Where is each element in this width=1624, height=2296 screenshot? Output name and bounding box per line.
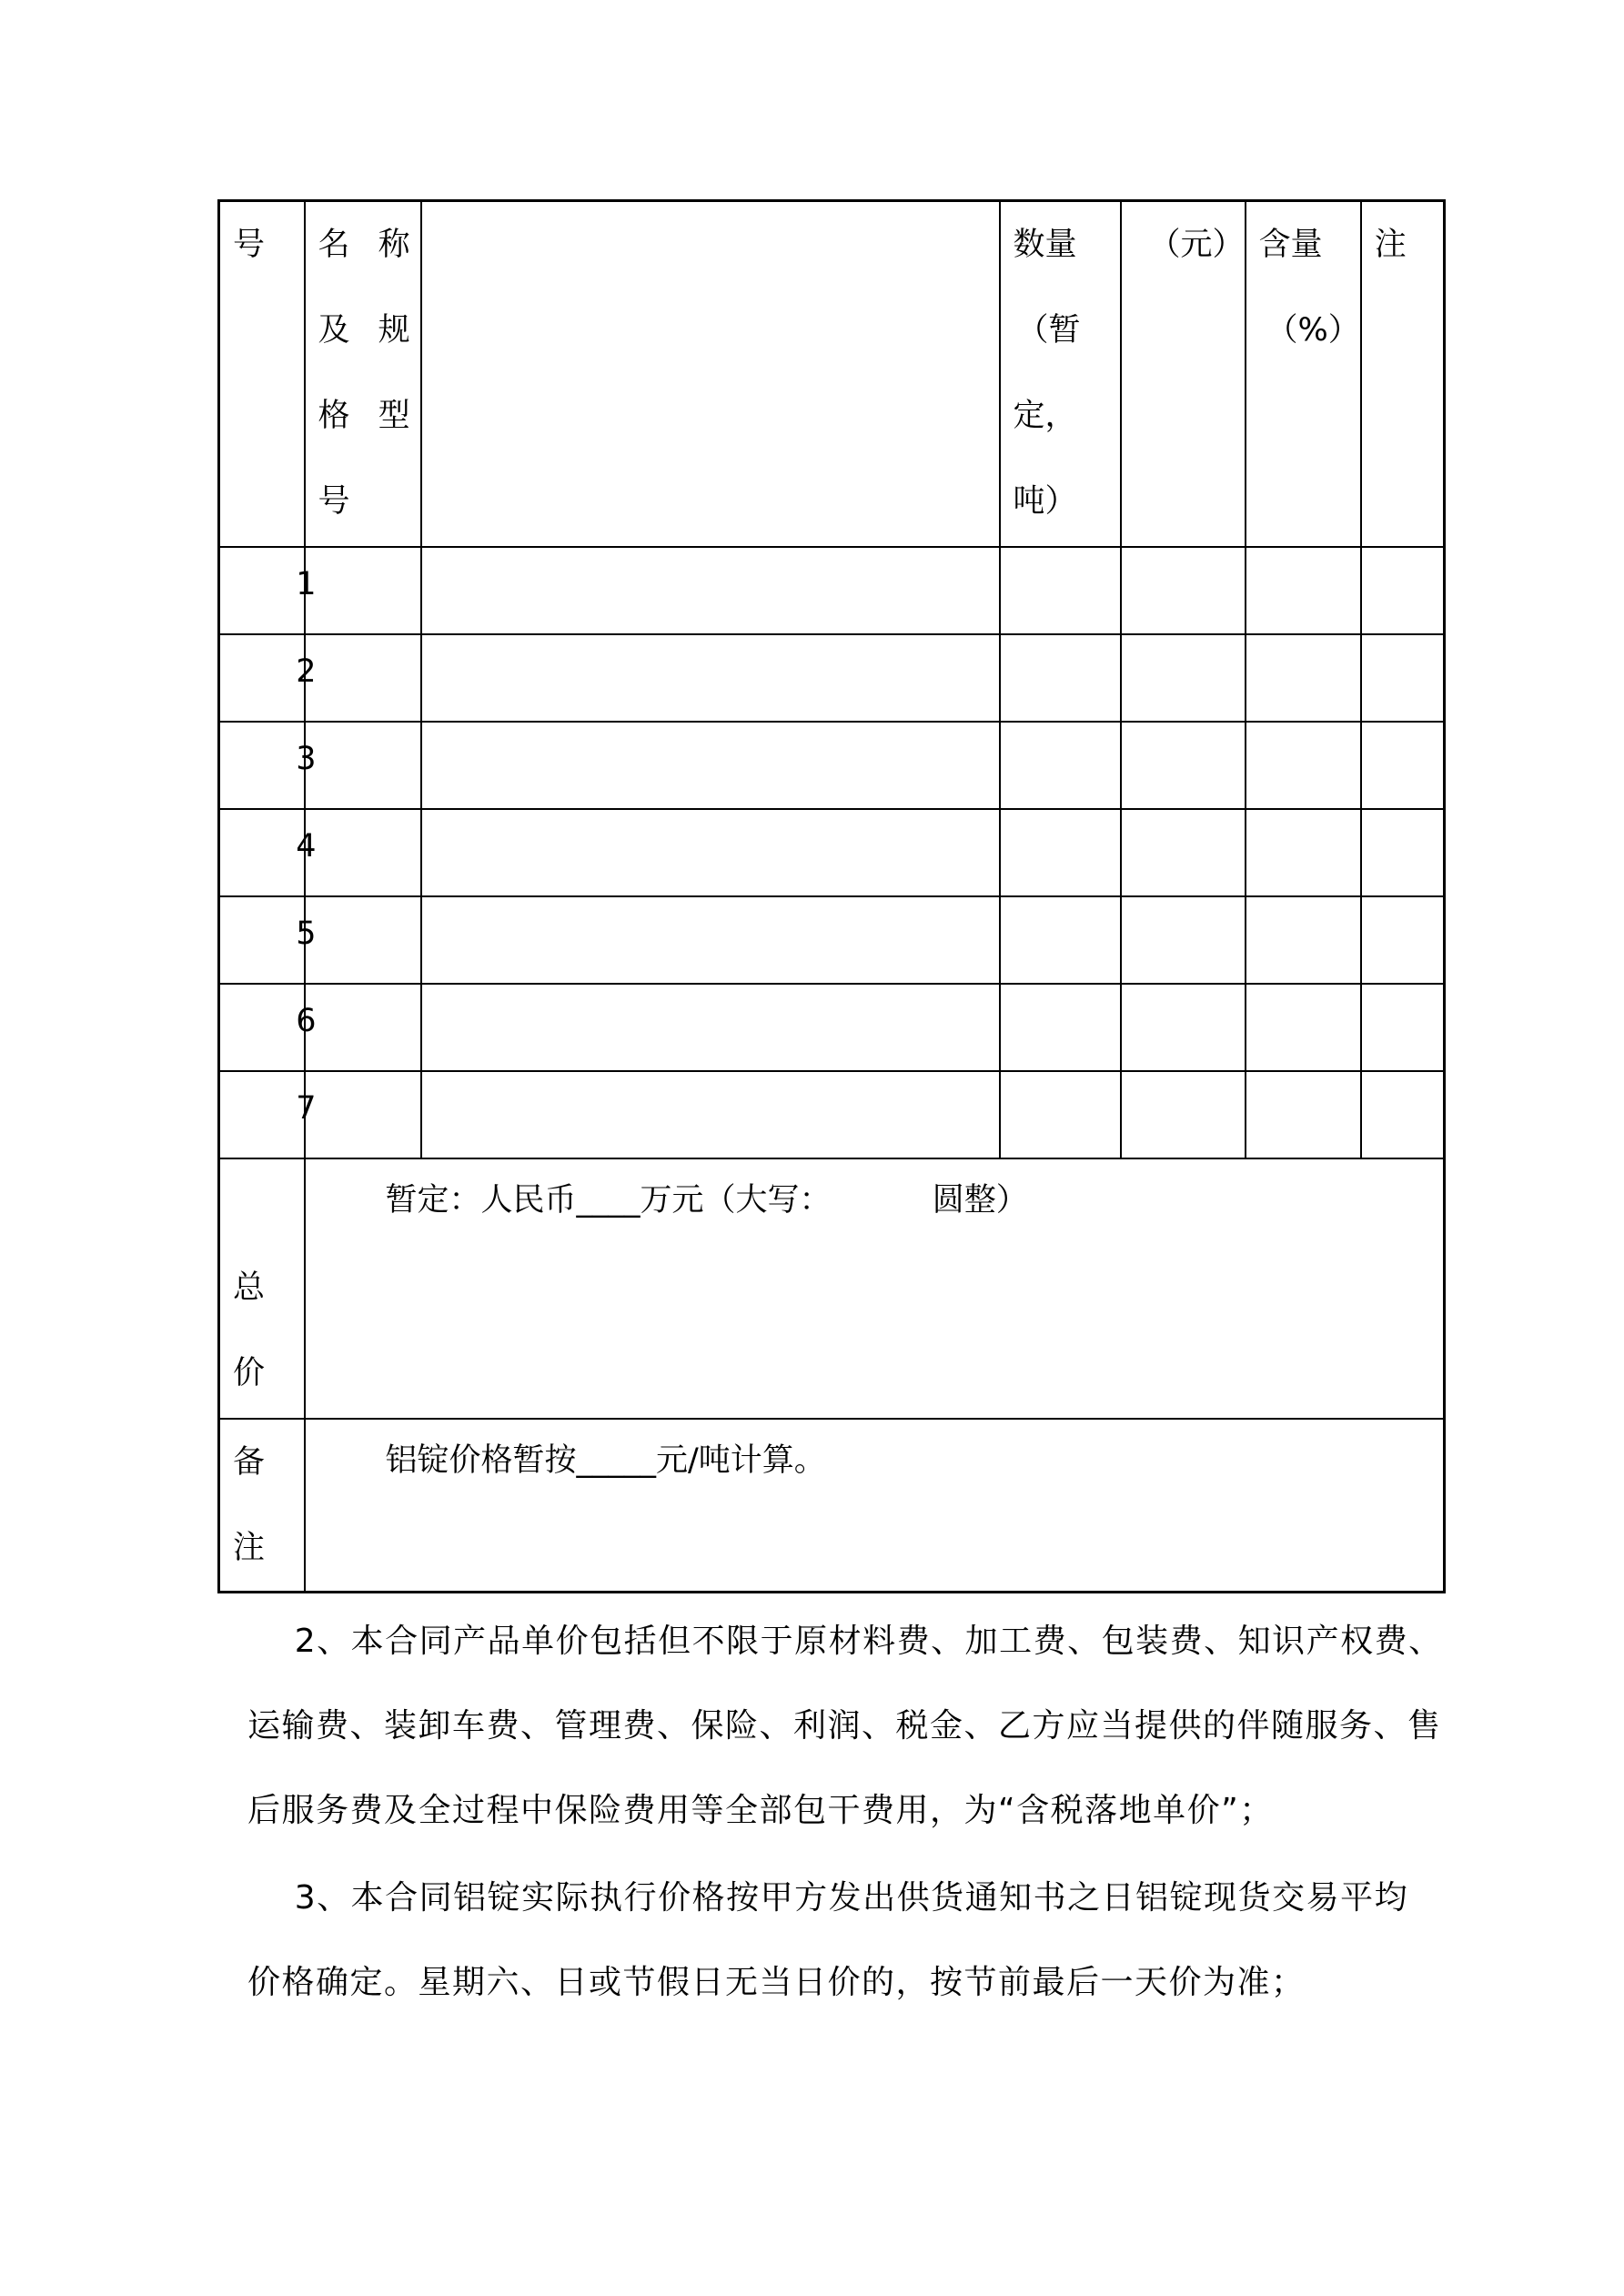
header-name-line: 格 型 [318, 398, 419, 434]
header-seq-text: 号 [233, 227, 266, 263]
header-name-line: 及 规 [318, 312, 419, 349]
total-text: 暂定：人民币____万元（大写： 圆整） [385, 1182, 1028, 1219]
row-seq: 7 [296, 1090, 317, 1127]
product-price-table [217, 199, 1446, 1593]
cell[interactable] [421, 896, 1000, 984]
header-remark [1361, 201, 1445, 548]
total-price-row [219, 1158, 1445, 1419]
header-remark-text: 注 [1374, 227, 1407, 263]
cell[interactable] [421, 1071, 1000, 1158]
header-name-line: 号 [318, 483, 359, 520]
header-name-line: 名 称 [318, 227, 419, 263]
header-price [1121, 201, 1246, 548]
header-content-line: 含量 [1258, 227, 1323, 263]
header-seq [219, 201, 305, 548]
row-seq: 2 [296, 653, 317, 690]
row-seq: 5 [296, 915, 317, 952]
table-row [219, 896, 1445, 984]
header-quantity [1000, 201, 1121, 548]
header-content [1246, 201, 1361, 548]
cell[interactable] [421, 547, 1000, 634]
header-spec [421, 201, 1000, 548]
note-value [305, 1419, 1445, 1593]
row-seq: 6 [296, 1003, 317, 1039]
row-seq: 1 [296, 566, 317, 602]
note-label-line: 注 [233, 1530, 266, 1566]
paragraph-line: 价格确定。星期六、日或节假日无当日价的，按节前最后一天价为准； [247, 1964, 1306, 2001]
total-label-line: 价 [233, 1355, 266, 1391]
table-row [219, 547, 1445, 634]
cell[interactable] [421, 809, 1000, 896]
note-row [219, 1419, 1445, 1593]
cell[interactable] [421, 984, 1000, 1071]
table-row [219, 722, 1445, 809]
header-qty-line: 数量 [1013, 227, 1077, 263]
note-label [219, 1419, 305, 1593]
table-header-row [219, 201, 1445, 548]
cell[interactable] [421, 722, 1000, 809]
header-price-text: （元） [1148, 227, 1245, 263]
table-row [219, 984, 1445, 1071]
cell[interactable] [421, 634, 1000, 722]
header-qty-line: 吨） [1013, 483, 1077, 520]
row-seq: 3 [296, 741, 317, 777]
header-content-line: （%） [1266, 312, 1360, 349]
header-qty-line: （暂 [1016, 312, 1081, 349]
total-label [219, 1158, 305, 1419]
header-name [305, 201, 421, 548]
total-value [305, 1158, 1445, 1419]
table-row [219, 809, 1445, 896]
row-seq: 4 [296, 828, 317, 865]
paragraph-line: 2、本合同产品单价包括但不限于原材料费、加工费、包装费、知识产权费、 [247, 1623, 1443, 1660]
table-row [219, 634, 1445, 722]
paragraph-line: 后服务费及全过程中保险费用等全部包干费用，为“含税落地单价”； [247, 1792, 1274, 1829]
header-qty-line: 定， [1013, 398, 1077, 434]
paragraph-line: 运输费、装卸车费、管理费、保险、利润、税金、乙方应当提供的伴随服务、售 [247, 1707, 1442, 1745]
paragraph-line: 3、本合同铝锭实际执行价格按甲方发出供货通知书之日铝锭现货交易平均 [247, 1879, 1409, 1917]
note-text: 铝锭价格暂按_____元/吨计算。 [385, 1442, 826, 1479]
total-label-line: 总 [233, 1269, 266, 1306]
table-row [219, 1071, 1445, 1158]
note-label-line: 备 [233, 1444, 266, 1481]
